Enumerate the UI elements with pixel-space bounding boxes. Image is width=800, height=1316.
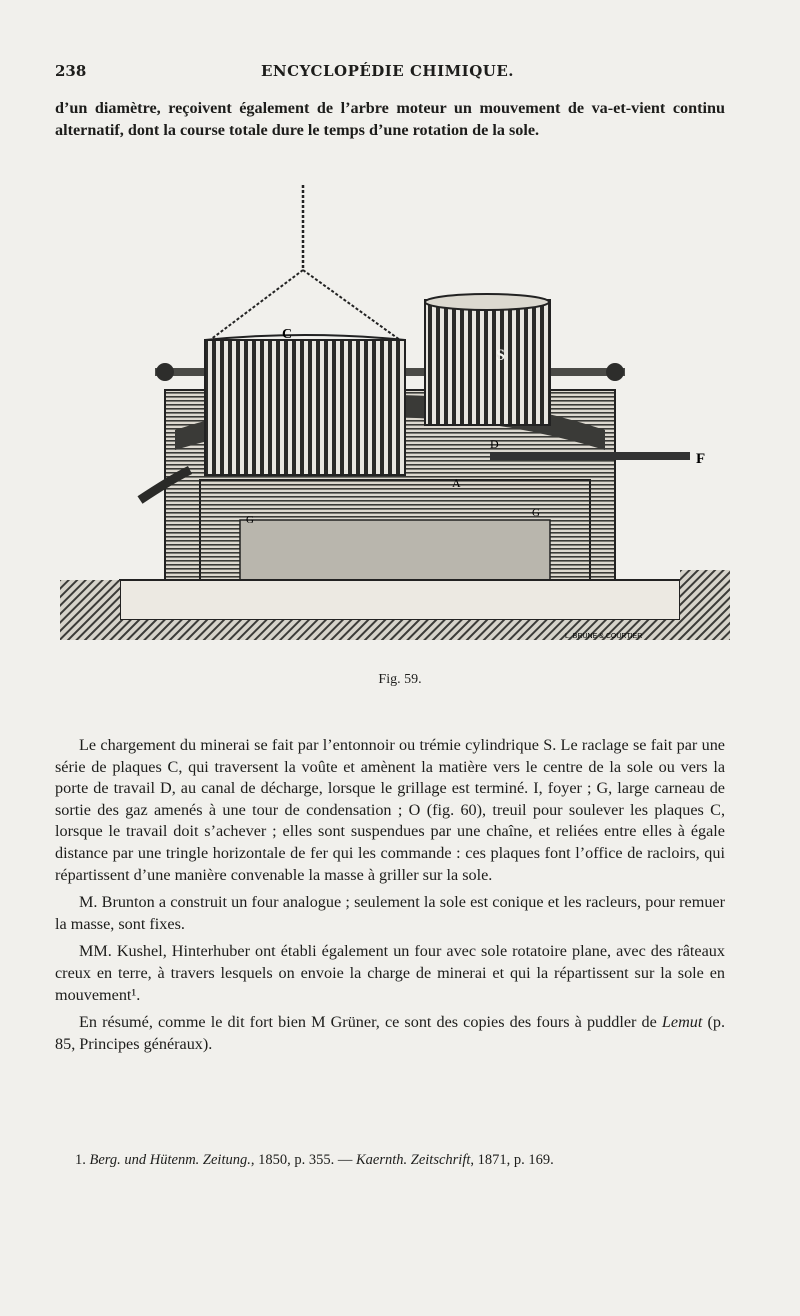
figure-59 <box>60 180 730 660</box>
running-title: ENCYCLOPÉDIE CHIMIQUE. <box>260 62 515 80</box>
label-d: D <box>490 437 499 451</box>
label-s: S <box>496 347 505 364</box>
label-a: A <box>452 476 461 490</box>
footnote-source-2: Kaernth. Zeitschrift <box>356 1152 471 1168</box>
paragraph-4-ref: (p. 85, Principes généraux). <box>55 1013 725 1053</box>
figure-caption: Fig. 59. <box>378 672 422 687</box>
footnote-ref-1: , 1850, p. 355. — <box>250 1152 356 1168</box>
footnote-ref-2: , 1871, p. 169. <box>470 1152 554 1168</box>
intro-text: d’un diamètre, reçoivent également de l’arbre moteur un mouvement de va-et-vient continu alternatif, dont la course totale dure le temps d’une rotation de la sole. <box>55 99 725 139</box>
label-c: C <box>282 327 293 342</box>
label-g-left: G <box>246 514 254 526</box>
paragraph-4-text: En résumé, comme le dit fort bien M Grüner, ce sont des copies des fours à puddler de <box>79 1013 662 1032</box>
footnote-source-1: Berg. und Hütenm. Zeitung. <box>89 1152 251 1168</box>
label-f: F <box>696 451 706 467</box>
footnote-number: 1. <box>75 1152 86 1168</box>
engraver-signature: L. BRUNE & COURTIER <box>565 633 643 640</box>
furnace-engraving <box>60 180 730 660</box>
paragraph-3: MM. Kushel, Hinterhuber ont établi également un four avec sole rotatoire plane, avec des râteaux creux en terre, à travers lesquels on envoie la charge de minerai et qui la répartissent sur la sole en mouvement¹. <box>55 942 725 1004</box>
page-number: 238 <box>55 62 87 80</box>
body-text <box>55 735 725 1055</box>
lemut-name: Lemut <box>661 1013 703 1032</box>
page-header <box>55 62 720 84</box>
footnote <box>75 1152 725 1169</box>
paragraph-2: M. Brunton a construit un four analogue ; seulement la sole est conique et les racleurs, pour remuer la masse, sont fixes. <box>55 893 725 933</box>
paragraph-4 <box>55 1012 725 1055</box>
intro-paragraph <box>55 98 725 141</box>
label-g-right: G <box>532 507 540 519</box>
paragraph-1: Le chargement du minerai se fait par l’entonnoir ou trémie cylindrique S. Le raclage se fait par une série de plaques C, qui traversent la voûte et amènent la matière vers le centre de la sole ou vers la porte de travail D, au canal de décharge, lorsque le grillage est terminé. I, foyer ; G, large carneau de sortie des gaz amenés à une tour de condensation ; O (fig. 60), treuil pour soulever les plaques C, lorsque le travail doit s’achever ; elles sont suspendues par une chaîne, et reliées entre elles à égale distance par une tringle horizontale de fer qui les commande : ces plaques font l’office de racloirs, qui répartissent d’une manière convenable la masse à griller sur la sole. <box>55 736 725 884</box>
